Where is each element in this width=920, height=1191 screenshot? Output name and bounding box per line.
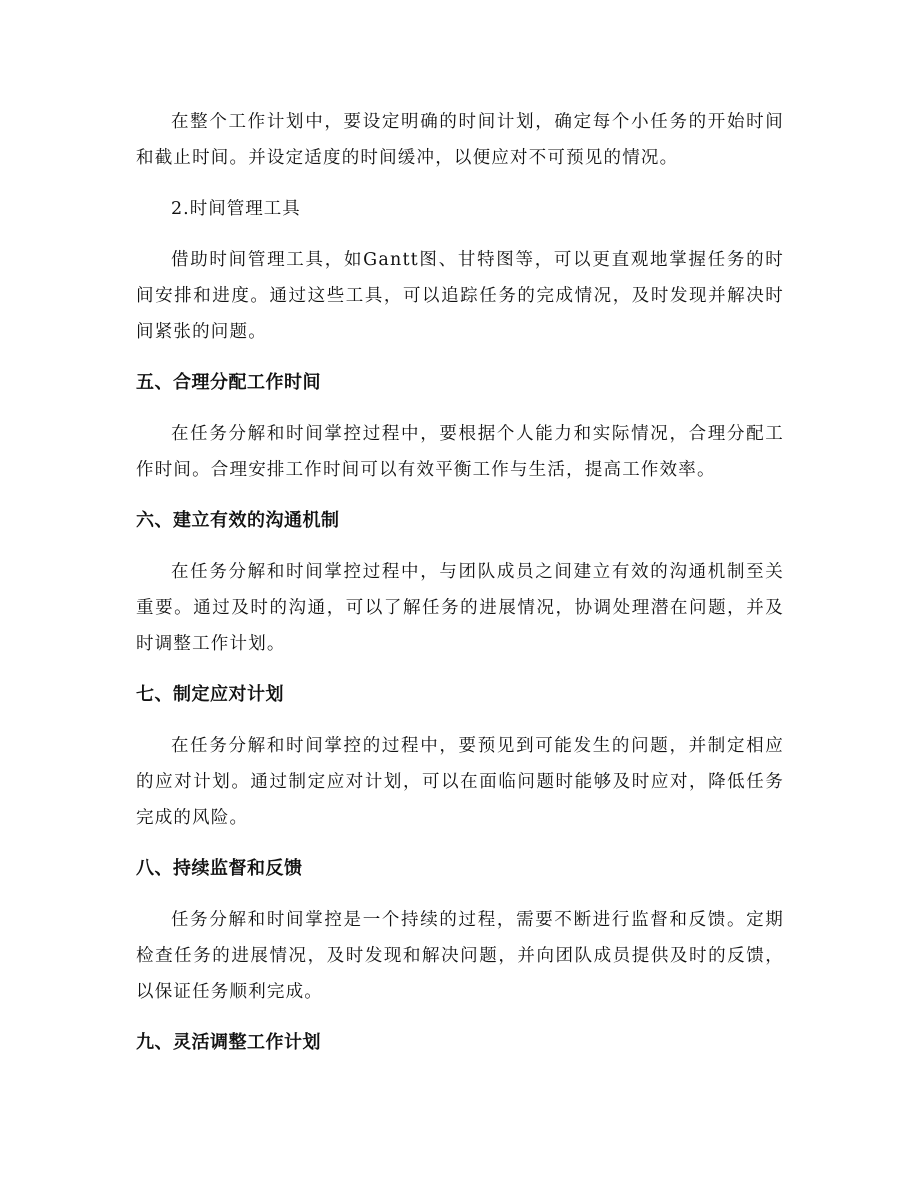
- paragraph-time-plan: 在整个工作计划中，要设定明确的时间计划，确定每个小任务的开始时间和截止时间。并设定适度的时间缓冲，以便应对不可预见的情况。: [136, 112, 784, 168]
- section-heading-5: 五、合理分配工作时间: [136, 372, 321, 393]
- section-heading-7: 七、制定应对计划: [136, 684, 284, 705]
- section-heading-8: 八、持续监督和反馈: [136, 858, 303, 879]
- paragraph-section-8: 任务分解和时间掌控是一个持续的过程，需要不断进行监督和反馈。定期检查任务的进展情况，及时发现和解决问题，并向团队成员提供及时的反馈，以保证任务顺利完成。: [136, 910, 784, 1002]
- paragraph-section-7: 在任务分解和时间掌控的过程中，要预见到可能发生的问题，并制定相应的应对计划。通过制定应对计划，可以在面临问题时能够及时应对，降低任务完成的风险。: [136, 736, 784, 828]
- document-body: [136, 104, 784, 1076]
- paragraph-section-5: 在任务分解和时间掌控过程中，要根据个人能力和实际情况，合理分配工作时间。合理安排工作时间可以有效平衡工作与生活，提高工作效率。: [136, 424, 784, 480]
- section-heading-6: 六、建立有效的沟通机制: [136, 510, 340, 531]
- subheading-time-tools: 2.时间管理工具: [171, 199, 301, 219]
- paragraph-section-6: 在任务分解和时间掌控过程中，与团队成员之间建立有效的沟通机制至关重要。通过及时的沟通，可以了解任务的进展情况，协调处理潜在问题，并及时调整工作计划。: [136, 562, 784, 654]
- section-heading-9: 九、灵活调整工作计划: [136, 1032, 321, 1053]
- paragraph-time-tools: 借助时间管理工具，如Gantt图、甘特图等，可以更直观地掌握任务的时间安排和进度。通过这些工具，可以追踪任务的完成情况，及时发现并解决时间紧张的问题。: [136, 250, 784, 342]
